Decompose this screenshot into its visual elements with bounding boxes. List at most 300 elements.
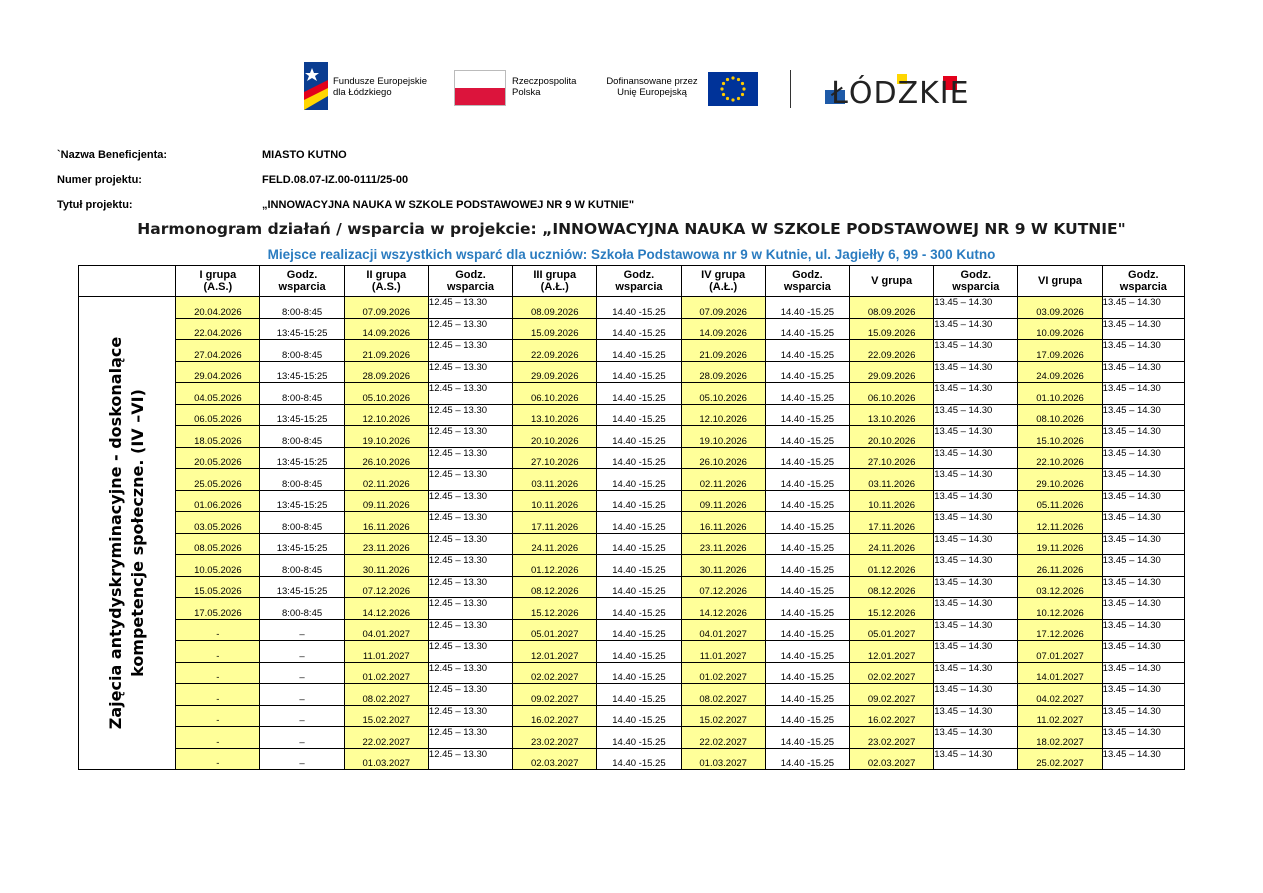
table-header-cell: Godz. wsparcia [1102,266,1184,297]
hours-cell: 12.45 – 13.30 [428,426,512,448]
date-cell: - [176,748,260,770]
table-header-cell: I grupa (A.S.) [176,266,260,297]
date-cell: 14.09.2026 [681,318,765,340]
date-cell: 01.02.2027 [681,662,765,684]
hours-cell: 14.40 -15.25 [765,705,849,727]
date-cell: 05.01.2027 [850,619,934,641]
date-cell: 07.12.2026 [681,576,765,598]
date-cell: 02.03.2027 [513,748,597,770]
date-cell: 01.06.2026 [176,490,260,512]
hours-cell: 14.40 -15.25 [765,748,849,770]
date-cell: 27.10.2026 [513,447,597,469]
date-cell: 30.11.2026 [344,555,428,577]
hours-cell: 8:00-8:45 [260,555,344,577]
hours-cell: 13:45-15:25 [260,533,344,555]
date-cell: 01.12.2026 [850,555,934,577]
table-row [79,619,1185,641]
schedule-table [78,265,1185,770]
table-header-cell: Godz. wsparcia [260,266,344,297]
date-cell: 13.10.2026 [850,404,934,426]
hours-cell: 14.40 -15.25 [597,318,681,340]
hours-cell: 14.40 -15.25 [597,512,681,534]
hours-cell: 14.40 -15.25 [765,469,849,491]
date-cell: 27.04.2026 [176,340,260,362]
table-row [79,469,1185,491]
hours-cell: 13.45 – 14.30 [1102,447,1184,469]
hours-cell: 14.40 -15.25 [597,404,681,426]
eu-cofinanced-text: Dofinansowane przez Unię Europejską [606,76,698,98]
hours-cell: 13.45 – 14.30 [934,619,1018,641]
hours-cell: 13.45 – 14.30 [1102,297,1184,319]
hours-cell: 14.40 -15.25 [765,533,849,555]
date-cell: 15.09.2026 [513,318,597,340]
date-cell: 14.12.2026 [344,598,428,620]
table-row [79,641,1185,663]
date-cell: 30.11.2026 [681,555,765,577]
date-cell: 22.02.2027 [681,727,765,749]
hours-cell: 12.45 – 13.30 [428,662,512,684]
hours-cell: 13.45 – 14.30 [1102,383,1184,405]
date-cell: 08.09.2026 [850,297,934,319]
hours-cell: 13.45 – 14.30 [934,684,1018,706]
table-row [79,447,1185,469]
hours-cell: 14.40 -15.25 [597,533,681,555]
hours-cell: 13.45 – 14.30 [934,555,1018,577]
date-cell: 03.11.2026 [513,469,597,491]
hours-cell: 12.45 – 13.30 [428,383,512,405]
hours-cell: 14.40 -15.25 [765,361,849,383]
hours-cell: 13.45 – 14.30 [1102,340,1184,362]
polish-flag-icon [454,70,506,106]
date-cell: 17.11.2026 [850,512,934,534]
hours-cell: 13.45 – 14.30 [1102,748,1184,770]
hours-cell: 13.45 – 14.30 [934,576,1018,598]
date-cell: 15.12.2026 [850,598,934,620]
table-row [79,662,1185,684]
hours-cell: 13.45 – 14.30 [934,361,1018,383]
date-cell: 01.03.2027 [681,748,765,770]
hours-cell: 14.40 -15.25 [597,684,681,706]
date-cell: 15.10.2026 [1018,426,1102,448]
table-row [79,490,1185,512]
date-cell: 17.11.2026 [513,512,597,534]
hours-cell: 12.45 – 13.30 [428,404,512,426]
hours-cell: 13.45 – 14.30 [934,533,1018,555]
hours-cell: 12.45 – 13.30 [428,684,512,706]
hours-cell: 14.40 -15.25 [765,490,849,512]
hours-cell: 12.45 – 13.30 [428,641,512,663]
date-cell: 12.10.2026 [344,404,428,426]
date-cell: 25.02.2027 [1018,748,1102,770]
date-cell: 25.05.2026 [176,469,260,491]
date-cell: 10.11.2026 [513,490,597,512]
eu-flag-icon [708,72,758,106]
table-header-cell: VI grupa [1018,266,1102,297]
hours-cell: 13.45 – 14.30 [1102,469,1184,491]
hours-cell: 14.40 -15.25 [597,748,681,770]
table-row [79,533,1185,555]
hours-cell: 8:00-8:45 [260,426,344,448]
date-cell: 11.01.2027 [681,641,765,663]
hours-cell: 13.45 – 14.30 [1102,727,1184,749]
date-cell: 04.05.2026 [176,383,260,405]
hours-cell: 13.45 – 14.30 [1102,533,1184,555]
hours-cell: 8:00-8:45 [260,383,344,405]
date-cell: - [176,662,260,684]
date-cell: 29.04.2026 [176,361,260,383]
hours-cell: 12.45 – 13.30 [428,361,512,383]
info-key: `Nazwa Beneficjenta: [57,149,168,161]
hours-cell: 13.45 – 14.30 [1102,361,1184,383]
hours-cell: 13.45 – 14.30 [934,447,1018,469]
date-cell: 09.11.2026 [681,490,765,512]
hours-cell: 13:45-15:25 [260,576,344,598]
date-cell: 02.02.2027 [513,662,597,684]
hours-cell: 14.40 -15.25 [597,297,681,319]
date-cell: 22.10.2026 [1018,447,1102,469]
date-cell: 28.09.2026 [344,361,428,383]
hours-cell: – [260,748,344,770]
hours-cell: 13.45 – 14.30 [934,641,1018,663]
date-cell: 22.04.2026 [176,318,260,340]
logo-strip [300,62,970,114]
date-cell: 14.09.2026 [344,318,428,340]
date-cell: 17.12.2026 [1018,619,1102,641]
date-cell: 14.12.2026 [681,598,765,620]
date-cell: 07.09.2026 [681,297,765,319]
date-cell: 15.12.2026 [513,598,597,620]
hours-cell: 14.40 -15.25 [765,555,849,577]
date-cell: 07.12.2026 [344,576,428,598]
hours-cell: – [260,727,344,749]
date-cell: 19.10.2026 [344,426,428,448]
date-cell: 10.05.2026 [176,555,260,577]
fundusze-logo-text: Fundusze Europejskie dla Łódzkiego [333,76,427,98]
lodzkie-logo [825,70,970,111]
hours-cell: 14.40 -15.25 [597,340,681,362]
lodzkie-logo-text: ŁÓDZKIE [831,76,970,111]
page-title: Harmonogram działań / wsparcia w projekcie: „INNOWACYJNA NAUKA W SZKOLE PODSTAWOWEJ NR 9 W KUTNIE" [137,220,1126,238]
info-key: Tytuł projektu: [57,199,133,211]
hours-cell: 14.40 -15.25 [597,662,681,684]
date-cell: 08.09.2026 [513,297,597,319]
hours-cell: 13.45 – 14.30 [1102,705,1184,727]
hours-cell: 13.45 – 14.30 [1102,490,1184,512]
table-header-cell: Godz. wsparcia [597,266,681,297]
date-cell: 23.11.2026 [344,533,428,555]
hours-cell: 14.40 -15.25 [765,684,849,706]
hours-cell: 13.45 – 14.30 [934,598,1018,620]
date-cell: 16.11.2026 [344,512,428,534]
table-row [79,576,1185,598]
hours-cell: 12.45 – 13.30 [428,318,512,340]
hours-cell: 14.40 -15.25 [765,576,849,598]
date-cell: 08.12.2026 [513,576,597,598]
info-key: Numer projektu: [57,174,142,186]
hours-cell: 14.40 -15.25 [597,705,681,727]
date-cell: 03.12.2026 [1018,576,1102,598]
date-cell: 24.11.2026 [850,533,934,555]
table-row [79,297,1185,319]
hours-cell: – [260,662,344,684]
date-cell: 21.09.2026 [344,340,428,362]
table-header-cell: Godz. wsparcia [765,266,849,297]
date-cell: 08.02.2027 [344,684,428,706]
date-cell: 21.09.2026 [681,340,765,362]
activity-label: Zajęcia antydyskryminacyjne - doskonalące kompetencje społeczne. (IV –VI) [106,336,148,730]
date-cell: 16.02.2027 [850,705,934,727]
hours-cell: 13.45 – 14.30 [934,705,1018,727]
hours-cell: 12.45 – 13.30 [428,576,512,598]
hours-cell: 13.45 – 14.30 [934,383,1018,405]
date-cell: 24.09.2026 [1018,361,1102,383]
date-cell: 20.05.2026 [176,447,260,469]
date-cell: 05.10.2026 [344,383,428,405]
hours-cell: 14.40 -15.25 [597,598,681,620]
date-cell: 17.05.2026 [176,598,260,620]
hours-cell: 14.40 -15.25 [765,727,849,749]
hours-cell: 14.40 -15.25 [765,662,849,684]
date-cell: 26.10.2026 [681,447,765,469]
hours-cell: 12.45 – 13.30 [428,705,512,727]
table-row [79,512,1185,534]
date-cell: 22.09.2026 [850,340,934,362]
hours-cell: 13.45 – 14.30 [1102,684,1184,706]
date-cell: 06.10.2026 [850,383,934,405]
date-cell: 02.11.2026 [344,469,428,491]
logo-separator [790,70,791,108]
date-cell: 26.10.2026 [344,447,428,469]
date-cell: 06.10.2026 [513,383,597,405]
date-cell: 05.10.2026 [681,383,765,405]
hours-cell: 14.40 -15.25 [597,426,681,448]
date-cell: 23.02.2027 [850,727,934,749]
hours-cell: 14.40 -15.25 [765,404,849,426]
table-row [79,404,1185,426]
table-row [79,426,1185,448]
date-cell: 01.02.2027 [344,662,428,684]
hours-cell: – [260,619,344,641]
date-cell: - [176,705,260,727]
hours-cell: 13.45 – 14.30 [1102,512,1184,534]
date-cell: 07.01.2027 [1018,641,1102,663]
hours-cell: 13.45 – 14.30 [1102,576,1184,598]
date-cell: 11.02.2027 [1018,705,1102,727]
date-cell: 13.10.2026 [513,404,597,426]
hours-cell: 14.40 -15.25 [765,340,849,362]
date-cell: 09.11.2026 [344,490,428,512]
hours-cell: 14.40 -15.25 [765,512,849,534]
hours-cell: 13.45 – 14.30 [1102,619,1184,641]
info-value: FELD.08.07-IZ.00-0111/25-00 [262,174,409,186]
date-cell: 15.02.2027 [344,705,428,727]
table-header-row [79,266,1185,297]
table-row [79,361,1185,383]
hours-cell: 13.45 – 14.30 [1102,404,1184,426]
date-cell: 19.10.2026 [681,426,765,448]
hours-cell: 12.45 – 13.30 [428,533,512,555]
activity-label-cell [79,297,176,770]
date-cell: 26.11.2026 [1018,555,1102,577]
table-row [79,555,1185,577]
date-cell: 05.01.2027 [513,619,597,641]
date-cell: 02.03.2027 [850,748,934,770]
date-cell: 12.10.2026 [681,404,765,426]
hours-cell: 14.40 -15.25 [597,619,681,641]
hours-cell: 12.45 – 13.30 [428,748,512,770]
date-cell: 04.02.2027 [1018,684,1102,706]
hours-cell: 12.45 – 13.30 [428,297,512,319]
date-cell: 14.01.2027 [1018,662,1102,684]
rzeczpospolita-logo-text: Rzeczpospolita Polska [512,76,577,98]
date-cell: 15.09.2026 [850,318,934,340]
date-cell: 08.12.2026 [850,576,934,598]
hours-cell: 13.45 – 14.30 [934,662,1018,684]
date-cell: 01.12.2026 [513,555,597,577]
hours-cell: 13.45 – 14.30 [934,340,1018,362]
date-cell: - [176,684,260,706]
date-cell: 03.09.2026 [1018,297,1102,319]
date-cell: 16.11.2026 [681,512,765,534]
hours-cell: 14.40 -15.25 [765,447,849,469]
hours-cell: 12.45 – 13.30 [428,598,512,620]
hours-cell: 12.45 – 13.30 [428,619,512,641]
date-cell: 08.02.2027 [681,684,765,706]
date-cell: 05.11.2026 [1018,490,1102,512]
date-cell: 29.09.2026 [850,361,934,383]
date-cell: 19.11.2026 [1018,533,1102,555]
hours-cell: 14.40 -15.25 [765,641,849,663]
page-subtitle: Miejsce realizacji wszystkich wsparć dla uczniów: Szkoła Podstawowa nr 9 w Kutnie, ul. Jagiełły 6, 99 - 300 Kutno [267,247,996,262]
info-value: MIASTO KUTNO [262,149,347,161]
hours-cell: 13:45-15:25 [260,447,344,469]
date-cell: 12.01.2027 [513,641,597,663]
hours-cell: 14.40 -15.25 [597,641,681,663]
info-value: „INNOWACYJNA NAUKA W SZKOLE PODSTAWOWEJ NR 9 W KUTNIE" [262,199,635,211]
table-header-cell: IV grupa (A.Ł.) [681,266,765,297]
hours-cell: 12.45 – 13.30 [428,727,512,749]
date-cell: 01.10.2026 [1018,383,1102,405]
date-cell: 10.11.2026 [850,490,934,512]
date-cell: 06.05.2026 [176,404,260,426]
date-cell: 09.02.2027 [513,684,597,706]
hours-cell: 13.45 – 14.30 [934,512,1018,534]
date-cell: 08.10.2026 [1018,404,1102,426]
date-cell: 23.11.2026 [681,533,765,555]
date-cell: - [176,619,260,641]
hours-cell: 13.45 – 14.30 [1102,318,1184,340]
hours-cell: 13:45-15:25 [260,490,344,512]
hours-cell: 12.45 – 13.30 [428,490,512,512]
table-row [79,598,1185,620]
hours-cell: 13:45-15:25 [260,361,344,383]
date-cell: 20.04.2026 [176,297,260,319]
date-cell: 09.02.2027 [850,684,934,706]
hours-cell: 13.45 – 14.30 [1102,426,1184,448]
date-cell: 28.09.2026 [681,361,765,383]
date-cell: - [176,641,260,663]
hours-cell: – [260,641,344,663]
table-row [79,727,1185,749]
hours-cell: 14.40 -15.25 [765,318,849,340]
date-cell: 10.12.2026 [1018,598,1102,620]
hours-cell: 8:00-8:45 [260,297,344,319]
hours-cell: 13.45 – 14.30 [934,469,1018,491]
hours-cell: 13.45 – 14.30 [934,727,1018,749]
hours-cell: 8:00-8:45 [260,469,344,491]
hours-cell: 14.40 -15.25 [765,383,849,405]
table-header-cell: Godz. wsparcia [934,266,1018,297]
hours-cell: 14.40 -15.25 [597,383,681,405]
hours-cell: 8:00-8:45 [260,598,344,620]
table-row [79,318,1185,340]
hours-cell: 12.45 – 13.30 [428,469,512,491]
table-row [79,684,1185,706]
hours-cell: 13.45 – 14.30 [934,426,1018,448]
date-cell: 04.01.2027 [344,619,428,641]
date-cell: 15.02.2027 [681,705,765,727]
table-header-corner [79,266,176,297]
date-cell: 08.05.2026 [176,533,260,555]
date-cell: 18.05.2026 [176,426,260,448]
hours-cell: 12.45 – 13.30 [428,512,512,534]
hours-cell: 14.40 -15.25 [597,361,681,383]
date-cell: 07.09.2026 [344,297,428,319]
date-cell: 02.11.2026 [681,469,765,491]
date-cell: 29.10.2026 [1018,469,1102,491]
date-cell: 15.05.2026 [176,576,260,598]
table-row [79,748,1185,770]
hours-cell: 14.40 -15.25 [597,555,681,577]
hours-cell: 14.40 -15.25 [597,576,681,598]
hours-cell: 13.45 – 14.30 [934,318,1018,340]
hours-cell: 12.45 – 13.30 [428,340,512,362]
hours-cell: 13.45 – 14.30 [934,297,1018,319]
hours-cell: 13.45 – 14.30 [934,748,1018,770]
date-cell: 22.09.2026 [513,340,597,362]
date-cell: 03.05.2026 [176,512,260,534]
table-row [79,705,1185,727]
hours-cell: 13.45 – 14.30 [934,404,1018,426]
hours-cell: 13.45 – 14.30 [1102,662,1184,684]
date-cell: 04.01.2027 [681,619,765,641]
hours-cell: – [260,705,344,727]
hours-cell: 14.40 -15.25 [765,297,849,319]
hours-cell: 13:45-15:25 [260,404,344,426]
date-cell: 20.10.2026 [513,426,597,448]
date-cell: 23.02.2027 [513,727,597,749]
hours-cell: 14.40 -15.25 [597,469,681,491]
hours-cell: 14.40 -15.25 [765,426,849,448]
hours-cell: 8:00-8:45 [260,340,344,362]
table-header-cell: Godz. wsparcia [428,266,512,297]
hours-cell: 14.40 -15.25 [765,619,849,641]
date-cell: 29.09.2026 [513,361,597,383]
date-cell: 01.03.2027 [344,748,428,770]
date-cell: - [176,727,260,749]
hours-cell: 12.45 – 13.30 [428,555,512,577]
table-header-cell: V grupa [850,266,934,297]
hours-cell: 13.45 – 14.30 [934,490,1018,512]
hours-cell: 13.45 – 14.30 [1102,555,1184,577]
date-cell: 12.11.2026 [1018,512,1102,534]
hours-cell: 14.40 -15.25 [597,447,681,469]
date-cell: 22.02.2027 [344,727,428,749]
date-cell: 11.01.2027 [344,641,428,663]
hours-cell: 8:00-8:45 [260,512,344,534]
date-cell: 27.10.2026 [850,447,934,469]
hours-cell: 14.40 -15.25 [597,727,681,749]
